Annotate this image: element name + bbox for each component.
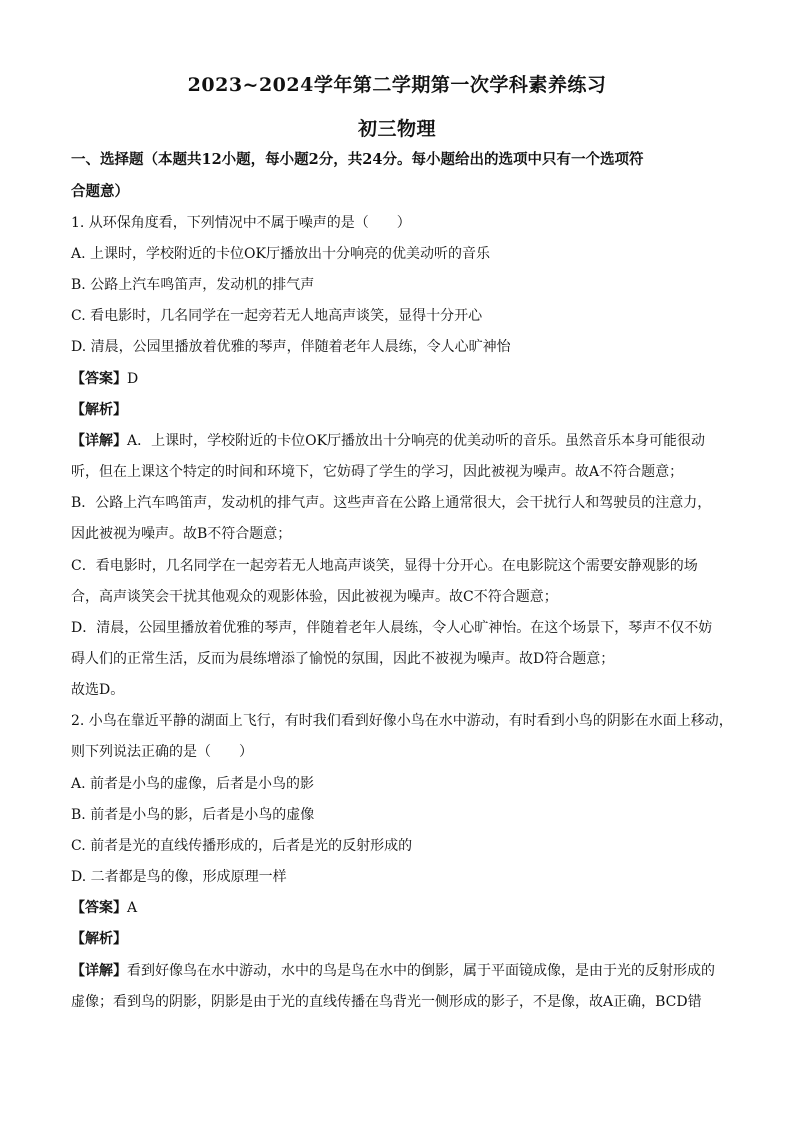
q1-detail-line-7: D．清晨，公园里播放着优雅的琴声，伴随着老年人晨练，令人心旷神怡。在这个场景下，琴声不仅不妨 bbox=[71, 620, 713, 636]
q2-option-a: A. 前者是小鸟的虚像，后者是小鸟的影 bbox=[71, 776, 315, 792]
answer-value: D bbox=[127, 371, 139, 387]
detail-text: A．上课时，学校附近的卡位OK厅播放出十分响亮的优美动听的音乐。虽然音乐本身可能很动 bbox=[127, 433, 706, 449]
q1-option-b: B. 公路上汽车鸣笛声，发动机的排气声 bbox=[71, 277, 315, 293]
q1-stem: 1. 从环保角度看，下列情况中不属于噪声的是（ ） bbox=[71, 215, 411, 231]
q1-detail-line-6: 合，高声谈笑会干扰其他观众的观影体验，因此被视为噪声。故C不符合题意； bbox=[71, 589, 558, 605]
q2-stem-line-1: 2. 小鸟在靠近平静的湖面上飞行，有时我们看到好像小鸟在水中游动，有时看到小鸟的阴影在水面上移动， bbox=[71, 713, 733, 729]
detail-text: 看到好像鸟在水中游动，水中的鸟是鸟在水中的倒影，属于平面镜成像，是由于光的反射形成的 bbox=[127, 963, 715, 979]
q2-analysis-tag: 【解析】 bbox=[71, 931, 127, 947]
q1-detail-line-9: 故选D。 bbox=[71, 682, 125, 698]
q1-detail-line-2: 听，但在上课这个特定的时间和环境下，它妨碍了学生的学习，因此被视为噪声。故A不符合题意； bbox=[71, 464, 684, 480]
detail-tag: 【详解】 bbox=[71, 963, 127, 979]
q1-answer bbox=[71, 369, 731, 389]
q1-option-a: A. 上课时，学校附近的卡位OK厅播放出十分响亮的优美动听的音乐 bbox=[71, 246, 490, 262]
section-heading-line-1: 一、选择题（本题共12小题，每小题2分，共24分。每小题给出的选项中只有一个选项符 bbox=[71, 151, 644, 168]
q2-stem-line-2: 则下列说法正确的是（ ） bbox=[71, 744, 253, 760]
subject-title: 初三物理 bbox=[357, 118, 436, 140]
q1-detail-line-1 bbox=[71, 431, 731, 451]
q2-option-c: C. 前者是光的直线传播形成的，后者是光的反射形成的 bbox=[71, 838, 413, 854]
q2-detail-line-1 bbox=[71, 961, 731, 981]
q2-option-d: D. 二者都是鸟的像，形成原理一样 bbox=[71, 869, 287, 885]
answer-tag: 【答案】 bbox=[71, 371, 127, 387]
q1-detail-line-3: B．公路上汽车鸣笛声，发动机的排气声。这些声音在公路上通常很大，会干扰行人和驾驶员的注意力， bbox=[71, 495, 712, 511]
answer-value: A bbox=[127, 900, 138, 916]
detail-tag: 【详解】 bbox=[71, 433, 127, 449]
q2-option-b: B. 前者是小鸟的影，后者是小鸟的虚像 bbox=[71, 807, 315, 823]
q1-detail-line-5: C．看电影时，几名同学在一起旁若无人地高声谈笑，显得十分开心。在电影院这个需要安静观影的场 bbox=[71, 558, 698, 574]
q1-detail-line-4: 因此被视为噪声。故B不符合题意； bbox=[71, 526, 292, 542]
q1-analysis-tag: 【解析】 bbox=[71, 402, 127, 418]
q2-answer bbox=[71, 898, 731, 918]
exam-title: 2023~2024学年第二学期第一次学科素养练习 bbox=[187, 74, 607, 96]
section-heading-line-2: 合题意） bbox=[71, 183, 129, 200]
q1-option-c: C. 看电影时，几名同学在一起旁若无人地高声谈笑，显得十分开心 bbox=[71, 308, 483, 324]
q1-detail-line-8: 碍人们的正常生活，反而为晨练增添了愉悦的氛围，因此不被视为噪声。故D符合题意； bbox=[71, 651, 615, 667]
q1-option-d: D. 清晨，公园里播放着优雅的琴声，伴随着老年人晨练，令人心旷神怡 bbox=[71, 339, 511, 355]
q2-detail-line-2: 虚像；看到鸟的阴影，阴影是由于光的直线传播在鸟背光一侧形成的影子，不是像，故A正确，BCD错 bbox=[71, 994, 702, 1010]
answer-tag: 【答案】 bbox=[71, 900, 127, 916]
